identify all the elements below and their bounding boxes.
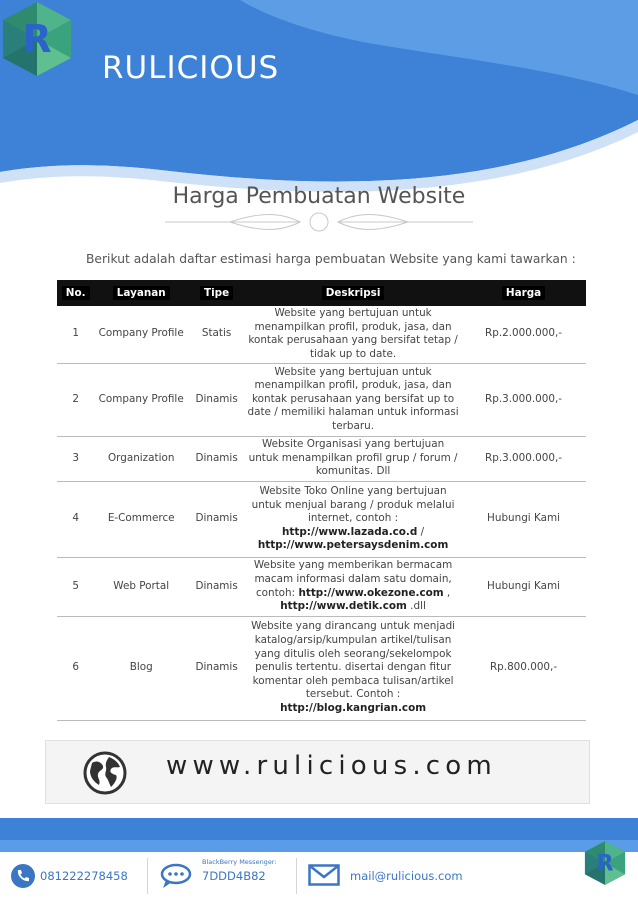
cell-no: 5 xyxy=(57,557,94,616)
cell-harga: Hubungi Kami xyxy=(461,557,586,616)
example-link[interactable]: http://blog.kangrian.com xyxy=(280,701,427,714)
description-text: Website yang dirancang untuk menjadi katalog/arsip/kumpulan artikel/tulisan yang ditulis oleh seorang/sekelompok penulis tertentu. disertai dengan fitur komentar oleh pembaca tulisan/artikel tersebut. Contoh : xyxy=(251,620,456,701)
table-row xyxy=(57,306,586,363)
header-layanan: Layanan xyxy=(94,280,188,306)
footer-band xyxy=(0,818,638,840)
example-link[interactable]: http://www.detik.com xyxy=(280,600,407,613)
cell-harga: Rp.800.000,- xyxy=(461,616,586,720)
cell-tipe: Dinamis xyxy=(188,363,245,436)
cell-deskripsi: Website Organisasi yang bertujuan untuk menampilkan profil grup / forum / komunitas. Dll xyxy=(245,436,461,481)
cell-no: 3 xyxy=(57,436,94,481)
cell-deskripsi: Website Toko Online yang bertujuan untuk menjual barang / produk melalui internet, contoh : http://www.lazada.co.d / http://www.petersaysdenim.com xyxy=(245,481,461,557)
cell-harga: Rp.3.000.000,- xyxy=(461,363,586,436)
cell-deskripsi: Website yang bertujuan untuk menampilkan profil, produk, jasa, dan kontak perusahaan yang bersifat tetap / tidak up to date. xyxy=(245,306,461,363)
table-row xyxy=(57,363,586,436)
website-banner xyxy=(45,740,590,804)
header-no: No. xyxy=(57,280,94,306)
cell-harga: Rp.3.000.000,- xyxy=(461,436,586,481)
cell-layanan: Company Profile xyxy=(94,306,188,363)
cell-no: 2 xyxy=(57,363,94,436)
cell-deskripsi xyxy=(245,616,461,720)
phone-icon xyxy=(10,863,36,889)
page-title: Harga Pembuatan Website xyxy=(172,184,466,209)
email-address[interactable]: mail@rulicious.com xyxy=(350,869,463,883)
description-text: Website yang memberikan bermacam macam informasi dalam satu domain, contoh: xyxy=(253,559,453,599)
cell-tipe: Dinamis xyxy=(188,557,245,616)
globe-icon xyxy=(83,751,127,795)
cell-deskripsi: Website yang memberikan bermacam macam informasi dalam satu domain, contoh: http://www.okezone.com , http://www.detik.com .dll xyxy=(245,557,461,616)
header-tipe: Tipe xyxy=(188,280,245,306)
footer-divider xyxy=(296,858,297,894)
page-header xyxy=(0,0,638,205)
chat-icon xyxy=(160,862,194,890)
cell-tipe: Statis xyxy=(188,306,245,363)
cell-deskripsi: Website yang bertujuan untuk menampilkan profil, produk, jasa, dan kontak perusahaan yang bersifat up to date / memiliki halaman untuk informasi terbaru. xyxy=(245,363,461,436)
cell-layanan: Web Portal xyxy=(94,557,188,616)
cell-layanan: Blog xyxy=(94,616,188,720)
table-row xyxy=(57,616,586,720)
title-divider xyxy=(0,208,638,238)
footer xyxy=(0,818,638,904)
header-deskripsi: Deskripsi xyxy=(245,280,461,306)
brand-name: RULICIOUS xyxy=(102,50,280,86)
website-url[interactable]: www.rulicious.com xyxy=(166,751,497,781)
svg-text:R: R xyxy=(596,850,614,877)
cell-no: 1 xyxy=(57,306,94,363)
footer-logo-icon xyxy=(583,840,627,886)
header-harga: Harga xyxy=(461,280,586,306)
bbm-label: BlackBerry Messenger: xyxy=(202,858,277,866)
bbm-pin[interactable]: 7DDD4B82 xyxy=(202,869,266,883)
cell-no: 4 xyxy=(57,481,94,557)
cell-layanan: Company Profile xyxy=(94,363,188,436)
example-link[interactable]: http://www.lazada.co.d xyxy=(282,525,418,538)
cell-tipe: Dinamis xyxy=(188,436,245,481)
cell-tipe: Dinamis xyxy=(188,616,245,720)
price-table xyxy=(57,280,586,721)
phone-number[interactable]: 081222278458 xyxy=(40,869,128,883)
cell-layanan: Organization xyxy=(94,436,188,481)
table-row xyxy=(57,436,586,481)
mail-icon xyxy=(308,864,340,886)
header-wave xyxy=(0,0,638,205)
footer-divider xyxy=(147,858,148,894)
cell-tipe: Dinamis xyxy=(188,481,245,557)
cell-layanan: E-Commerce xyxy=(94,481,188,557)
table-row xyxy=(57,557,586,616)
footer-strip xyxy=(0,840,638,852)
table-row xyxy=(57,481,586,557)
example-link[interactable]: http://www.petersaysdenim.com xyxy=(257,539,449,552)
description-text: Website Toko Online yang bertujuan untuk menjual barang / produk melalui internet, contoh : xyxy=(251,485,455,525)
footer-contacts xyxy=(0,852,638,900)
logo-icon xyxy=(0,0,74,78)
table-header-row xyxy=(57,280,586,306)
cell-no: 6 xyxy=(57,616,94,720)
cell-harga: Hubungi Kami xyxy=(461,481,586,557)
cell-harga: Rp.2.000.000,- xyxy=(461,306,586,363)
svg-text:R: R xyxy=(22,17,52,61)
intro-text: Berikut adalah daftar estimasi harga pembuatan Website yang kami tawarkan : xyxy=(86,252,576,266)
example-link[interactable]: http://www.okezone.com xyxy=(298,586,444,599)
